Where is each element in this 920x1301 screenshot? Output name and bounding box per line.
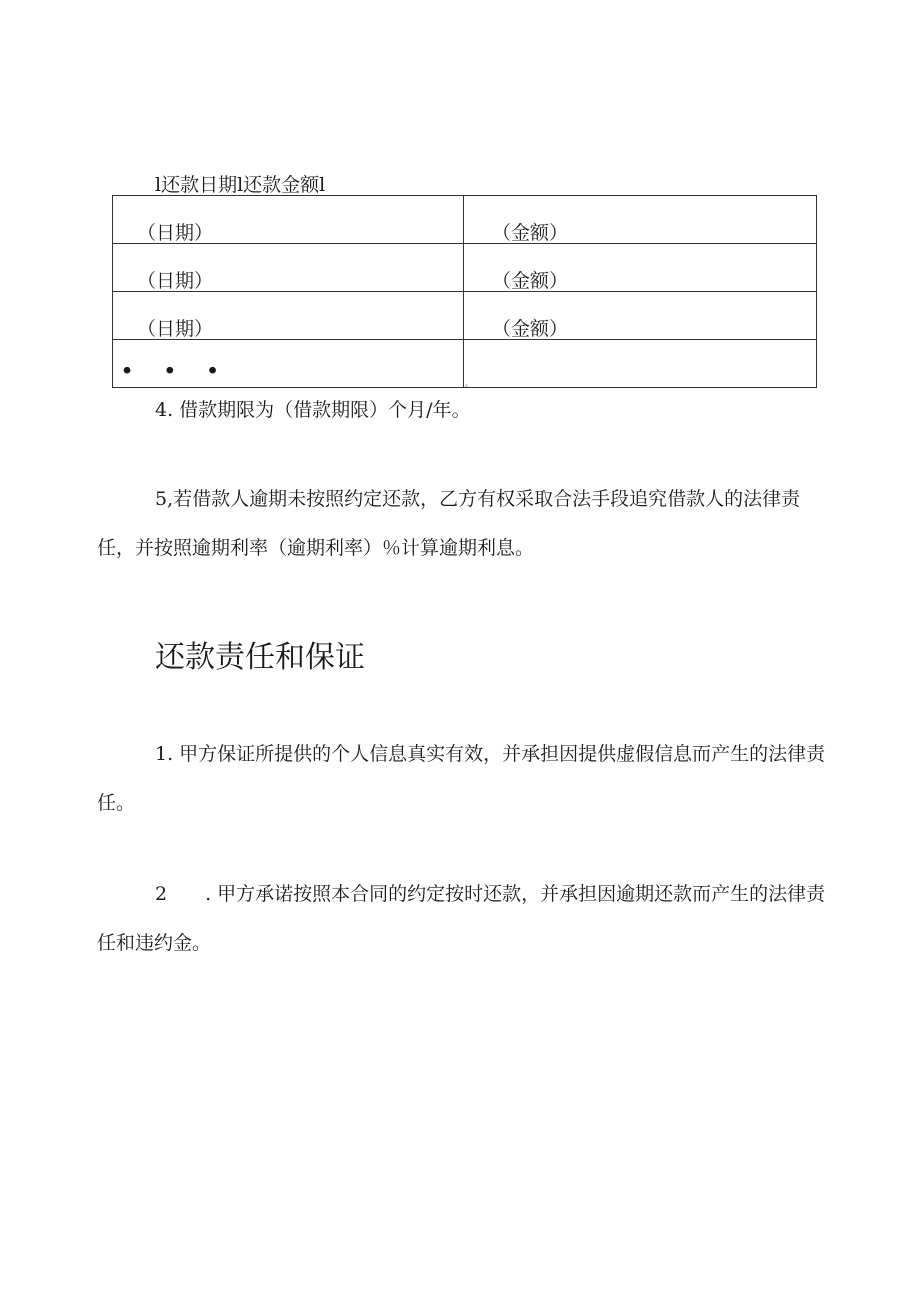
date-cell	[113, 196, 464, 244]
guarantee-2	[97, 870, 827, 968]
guarantee-2-text: 2 . 甲方承诺按照本合同的约定按时还款，并承担因逾期还款而产生的法律责任和违约金。	[97, 883, 826, 954]
date-text: （日期）	[137, 222, 214, 244]
table-caption: l还款日期l还款金额l	[155, 174, 326, 196]
clause-5	[97, 475, 827, 573]
table-row	[113, 244, 817, 292]
clause-5-text: 5,若借款人逾期未按照约定还款，乙方有权采取合法手段追究借款人的法律责任，并按照逾期利率（逾期利率）％计算逾期利息。	[97, 488, 801, 559]
table-row	[113, 340, 817, 388]
amount-text: （金额）	[492, 318, 569, 340]
clause-4	[97, 386, 827, 435]
amount-cell	[464, 196, 817, 244]
table-row	[113, 196, 817, 244]
date-cell	[113, 292, 464, 340]
amount-cell	[464, 244, 817, 292]
table-row	[113, 292, 817, 340]
date-text: （日期）	[137, 318, 214, 340]
tiny-mark: 。	[465, 379, 473, 388]
guarantee-1	[97, 730, 827, 828]
amount-cell	[464, 292, 817, 340]
amount-text: （金额）	[492, 222, 569, 244]
empty-amount-cell	[464, 340, 817, 388]
section-heading: 还款责任和保证	[155, 640, 365, 675]
guarantee-1-text: 1. 甲方保证所提供的个人信息真实有效，并承担因提供虚假信息而产生的法律责任。	[97, 743, 826, 814]
ellipsis-cell	[113, 340, 464, 388]
date-cell	[113, 244, 464, 292]
amount-text: （金额）	[492, 270, 569, 292]
date-text: （日期）	[137, 270, 214, 292]
ellipsis-text: • • •	[121, 360, 231, 382]
repayment-table	[112, 195, 817, 388]
clause-4-text: 4. 借款期限为（借款期限）个月/年。	[155, 399, 471, 421]
